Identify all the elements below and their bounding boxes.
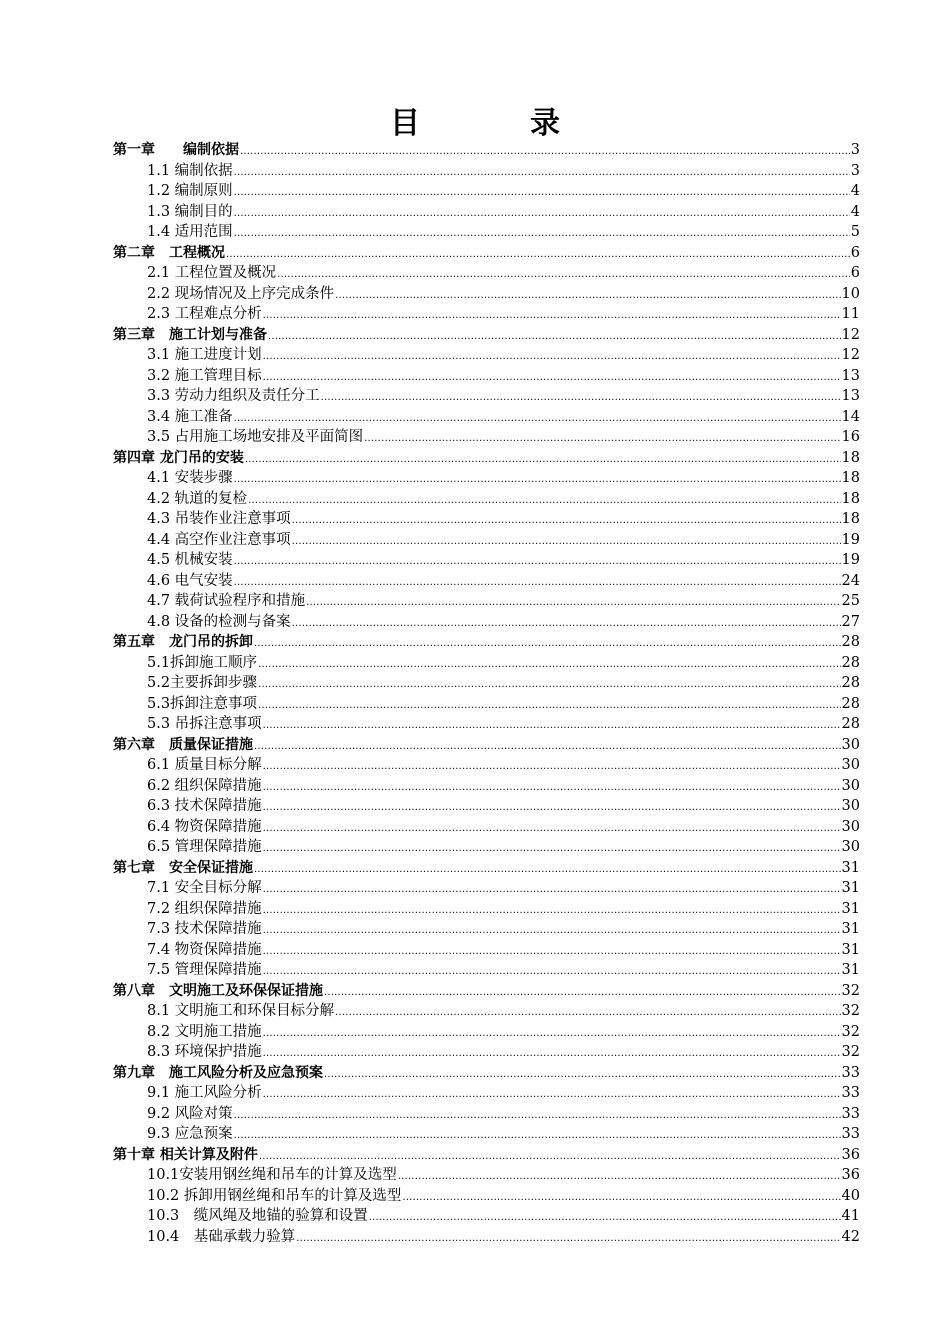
toc-dot-leader xyxy=(248,489,840,512)
toc-page-number: 28 xyxy=(841,634,860,650)
toc-page-number: 4 xyxy=(850,203,860,220)
toc-dot-leader xyxy=(296,1227,840,1250)
toc-page-number: 24 xyxy=(841,572,860,589)
toc-dot-leader xyxy=(234,468,841,491)
toc-entry-label: 10.1安装用钢丝绳和吊车的计算及选型 xyxy=(147,1167,397,1183)
toc-entry-label: 3.4 施工准备 xyxy=(147,408,233,425)
toc-chapter-entry[interactable] xyxy=(113,735,860,756)
toc-page-number: 13 xyxy=(841,388,860,404)
toc-section-entry[interactable] xyxy=(113,591,860,612)
toc-entry-label: 2.2 现场情况及上序完成条件 xyxy=(147,285,335,302)
toc-dot-leader xyxy=(254,735,841,758)
toc-section-entry[interactable] xyxy=(113,940,860,961)
toc-section-entry[interactable] xyxy=(113,1042,860,1063)
toc-entry-label: 第四章 龙门吊的安装 xyxy=(113,449,244,466)
toc-dot-leader xyxy=(258,653,840,676)
toc-section-entry[interactable] xyxy=(113,837,860,858)
toc-entry-label: 1.3 编制目的 xyxy=(147,203,233,220)
toc-section-entry[interactable] xyxy=(113,366,860,387)
toc-entry-label: 6.3 技术保障措施 xyxy=(147,798,262,814)
toc-dot-leader xyxy=(321,386,841,409)
toc-entry-label: 6.2 组织保障措施 xyxy=(147,777,262,794)
toc-section-entry[interactable] xyxy=(113,796,860,817)
toc-page-number: 12 xyxy=(841,347,860,363)
toc-chapter-entry[interactable] xyxy=(113,632,860,653)
toc-section-entry[interactable] xyxy=(113,263,860,284)
page-title: 目 录 xyxy=(390,106,600,141)
toc-section-entry[interactable] xyxy=(113,530,860,551)
toc-entry-label: 4.7 载荷试验程序和措施 xyxy=(147,593,306,609)
toc-entry-label: 4.3 吊装作业注意事项 xyxy=(147,511,291,527)
toc-section-entry[interactable] xyxy=(113,694,860,715)
toc-page-number: 33 xyxy=(841,1064,860,1081)
toc-dot-leader xyxy=(263,366,841,389)
toc-page-number: 32 xyxy=(841,982,860,999)
toc-dot-leader xyxy=(369,1206,841,1229)
toc-page-number: 10 xyxy=(841,285,860,302)
toc-section-entry[interactable] xyxy=(113,899,860,920)
toc-dot-leader xyxy=(234,1104,841,1127)
toc-page-number: 3 xyxy=(850,142,860,158)
toc-section-entry[interactable] xyxy=(113,1227,860,1248)
toc-chapter-entry[interactable] xyxy=(113,981,860,1002)
toc-section-entry[interactable] xyxy=(113,1001,860,1022)
toc-dot-leader xyxy=(364,427,840,450)
toc-page-number: 28 xyxy=(841,695,860,712)
toc-dot-leader xyxy=(306,591,840,614)
toc-dot-leader xyxy=(263,796,841,819)
toc-entry-label: 9.3 应急预案 xyxy=(147,1126,233,1142)
toc-entry-label: 10.4 基础承载力验算 xyxy=(147,1228,296,1245)
toc-entry-label: 第六章 质量保证措施 xyxy=(113,736,253,753)
toc-entry-label: 3.5 占用施工场地安排及平面简图 xyxy=(147,429,364,445)
toc-dot-leader xyxy=(234,550,841,573)
toc-entry-label: 3.1 施工进度计划 xyxy=(147,347,262,363)
toc-section-entry[interactable] xyxy=(113,202,860,223)
toc-page-number: 36 xyxy=(841,1167,860,1183)
toc-section-entry[interactable] xyxy=(113,407,860,428)
toc-entry-label: 3.3 劳动力组织及责任分工 xyxy=(147,388,320,404)
toc-page-number: 42 xyxy=(841,1228,860,1245)
toc-section-entry[interactable] xyxy=(113,653,860,674)
toc-dot-leader xyxy=(263,345,841,368)
toc-section-entry[interactable] xyxy=(113,571,860,592)
toc-chapter-entry[interactable] xyxy=(113,1145,860,1166)
toc-page-number: 31 xyxy=(841,880,860,896)
toc-chapter-entry[interactable] xyxy=(113,448,860,469)
toc-entry-label: 第二章 工程概况 xyxy=(113,244,225,261)
toc-dot-leader xyxy=(263,304,841,327)
toc-page-number: 30 xyxy=(841,818,860,835)
toc-page-number: 6 xyxy=(850,244,860,261)
toc-page-number: 25 xyxy=(841,593,860,609)
toc-page-number: 30 xyxy=(841,839,860,855)
toc-dot-leader xyxy=(263,837,841,860)
toc-entry-label: 7.1 安全目标分解 xyxy=(147,880,262,896)
toc-dot-leader xyxy=(277,263,850,286)
toc-entry-label: 5.2主要拆卸步骤 xyxy=(147,675,258,691)
toc-dot-leader xyxy=(335,1001,840,1024)
toc-entry-label: 7.5 管理保障措施 xyxy=(147,962,262,978)
toc-page-number: 33 xyxy=(841,1126,860,1142)
toc-page-number: 31 xyxy=(841,921,860,937)
toc-section-entry[interactable] xyxy=(113,181,860,202)
toc-page-number: 13 xyxy=(841,367,860,384)
toc-dot-leader xyxy=(263,1022,841,1045)
toc-page-number: 19 xyxy=(841,531,860,548)
toc-page-number: 5 xyxy=(850,224,860,240)
toc-section-entry[interactable] xyxy=(113,222,860,243)
toc-section-entry[interactable] xyxy=(113,1124,860,1145)
toc-entry-label: 10.3 缆风绳及地锚的验算和设置 xyxy=(147,1208,368,1224)
toc-section-entry[interactable] xyxy=(113,714,860,735)
toc-dot-leader xyxy=(263,755,841,778)
toc-page-number: 18 xyxy=(841,449,860,466)
toc-dot-leader xyxy=(263,960,841,983)
toc-entry-label: 5.1拆卸施工顺序 xyxy=(147,654,258,671)
toc-dot-leader xyxy=(263,899,841,922)
toc-dot-leader xyxy=(324,1063,841,1086)
toc-section-entry[interactable] xyxy=(113,755,860,776)
toc-page-number: 40 xyxy=(841,1187,860,1204)
toc-section-entry[interactable] xyxy=(113,960,860,981)
toc-dot-leader xyxy=(398,1165,841,1188)
toc-section-entry[interactable] xyxy=(113,817,860,838)
toc-dot-leader xyxy=(234,202,850,225)
toc-entry-label: 4.6 电气安装 xyxy=(147,572,233,589)
toc-section-entry[interactable] xyxy=(113,1165,860,1186)
toc-section-entry[interactable] xyxy=(113,468,860,489)
toc-dot-leader xyxy=(234,1124,841,1147)
toc-dot-leader xyxy=(254,632,841,655)
toc-section-entry[interactable] xyxy=(113,1083,860,1104)
toc-dot-leader xyxy=(263,1083,841,1106)
toc-entry-label: 8.1 文明施工和环保目标分解 xyxy=(147,1003,335,1019)
toc-entry-label: 9.1 施工风险分析 xyxy=(147,1085,262,1101)
toc-dot-leader xyxy=(292,612,841,635)
toc-page-number: 30 xyxy=(841,777,860,794)
toc-dot-leader xyxy=(254,858,841,881)
toc-chapter-entry[interactable] xyxy=(113,1063,860,1084)
toc-dot-leader xyxy=(259,1145,841,1168)
toc-entry-label: 9.2 风险对策 xyxy=(147,1105,233,1122)
toc-dot-leader xyxy=(263,878,841,901)
toc-entry-label: 4.8 设备的检测与备案 xyxy=(147,613,291,630)
toc-dot-leader xyxy=(258,694,840,717)
toc-page-number: 16 xyxy=(841,429,860,445)
toc-dot-leader xyxy=(263,817,841,840)
toc-entry-label: 7.4 物资保障措施 xyxy=(147,941,262,958)
toc-entry-label: 第八章 文明施工及环保保证措施 xyxy=(113,982,323,999)
toc-entry-label: 7.3 技术保障措施 xyxy=(147,921,262,937)
toc-entry-label: 1.4 适用范围 xyxy=(147,224,233,240)
toc-page-number: 30 xyxy=(841,736,860,753)
toc-section-entry[interactable] xyxy=(113,161,860,182)
toc-entry-label: 4.5 机械安装 xyxy=(147,552,233,568)
toc-section-entry[interactable] xyxy=(113,612,860,633)
toc-entry-label: 2.3 工程难点分析 xyxy=(147,306,262,322)
toc-dot-leader xyxy=(263,919,841,942)
toc-chapter-entry[interactable] xyxy=(113,325,860,346)
toc-dot-leader xyxy=(402,1186,840,1209)
toc-entry-label: 10.2 拆卸用钢丝绳和吊车的计算及选型 xyxy=(147,1187,402,1204)
toc-dot-leader xyxy=(240,140,850,163)
toc-section-entry[interactable] xyxy=(113,509,860,530)
toc-dot-leader xyxy=(263,776,841,799)
toc-page-number: 18 xyxy=(841,490,860,507)
toc-dot-leader xyxy=(324,981,841,1004)
toc-page-number: 32 xyxy=(841,1003,860,1019)
toc-section-entry[interactable] xyxy=(113,345,860,366)
toc-section-entry[interactable] xyxy=(113,776,860,797)
toc-dot-leader xyxy=(234,181,850,204)
toc-section-entry[interactable] xyxy=(113,919,860,940)
toc-entry-label: 第七章 安全保证措施 xyxy=(113,859,253,876)
toc-entry-label: 5.3 吊拆注意事项 xyxy=(147,716,262,732)
toc-dot-leader xyxy=(258,673,840,696)
toc-section-entry[interactable] xyxy=(113,550,860,571)
toc-entry-label: 第十章 相关计算及附件 xyxy=(113,1146,258,1163)
toc-section-entry[interactable] xyxy=(113,489,860,510)
toc-dot-leader xyxy=(234,161,850,184)
toc-entry-label: 1.1 编制依据 xyxy=(147,162,233,179)
toc-dot-leader xyxy=(234,407,841,430)
toc-entry-label: 8.3 环境保护措施 xyxy=(147,1044,262,1060)
toc-entry-label: 4.1 安装步骤 xyxy=(147,470,233,486)
toc-section-entry[interactable] xyxy=(113,1206,860,1227)
toc-chapter-entry[interactable] xyxy=(113,243,860,264)
toc-page-number: 27 xyxy=(841,613,860,630)
toc-dot-leader xyxy=(234,222,850,245)
toc-dot-leader xyxy=(292,530,841,553)
toc-entry-label: 7.2 组织保障措施 xyxy=(147,900,262,917)
toc-dot-leader xyxy=(263,714,841,737)
toc-section-entry[interactable] xyxy=(113,1022,860,1043)
toc-page-number: 6 xyxy=(850,265,860,281)
toc-dot-leader xyxy=(292,509,841,532)
toc-section-entry[interactable] xyxy=(113,673,860,694)
toc-page-number: 31 xyxy=(841,941,860,958)
toc-dot-leader xyxy=(335,284,840,307)
toc-page-number: 31 xyxy=(841,962,860,978)
toc-entry-label: 第九章 施工风险分析及应急预案 xyxy=(113,1064,323,1081)
toc-entry-label: 1.2 编制原则 xyxy=(147,183,233,199)
toc-entry-label: 第五章 龙门吊的拆卸 xyxy=(113,634,253,650)
toc-page-number: 18 xyxy=(841,470,860,486)
toc-dot-leader xyxy=(268,325,841,348)
toc-page-number: 3 xyxy=(850,162,860,179)
toc-entry-label: 2.1 工程位置及概况 xyxy=(147,265,277,281)
toc-page-number: 31 xyxy=(841,859,860,876)
toc-dot-leader xyxy=(263,940,841,963)
toc-entry-label: 6.4 物资保障措施 xyxy=(147,818,262,835)
toc-page-number: 28 xyxy=(841,716,860,732)
toc-section-entry[interactable] xyxy=(113,1186,860,1207)
toc-page-number: 32 xyxy=(841,1023,860,1040)
toc-page-number: 4 xyxy=(850,183,860,199)
toc-entry-label: 5.3拆卸注意事项 xyxy=(147,695,258,712)
toc-page-number: 11 xyxy=(841,306,860,322)
toc-entry-label: 4.4 高空作业注意事项 xyxy=(147,531,291,548)
table-of-contents xyxy=(113,140,860,1247)
toc-page-number: 19 xyxy=(841,552,860,568)
toc-section-entry[interactable] xyxy=(113,878,860,899)
toc-page-number: 36 xyxy=(841,1146,860,1163)
toc-page-number: 30 xyxy=(841,798,860,814)
toc-section-entry[interactable] xyxy=(113,304,860,325)
toc-entry-label: 8.2 文明施工措施 xyxy=(147,1023,262,1040)
toc-entry-label: 4.2 轨道的复检 xyxy=(147,490,248,507)
toc-entry-label: 6.5 管理保障措施 xyxy=(147,839,262,855)
toc-section-entry[interactable] xyxy=(113,1104,860,1125)
toc-chapter-entry[interactable] xyxy=(113,140,860,161)
toc-entry-label: 第一章 编制依据 xyxy=(113,142,239,158)
toc-page-number: 32 xyxy=(841,1044,860,1060)
toc-dot-leader xyxy=(226,243,850,266)
toc-section-entry[interactable] xyxy=(113,386,860,407)
toc-section-entry[interactable] xyxy=(113,284,860,305)
toc-page-number: 12 xyxy=(841,326,860,343)
toc-page-number: 28 xyxy=(841,654,860,671)
toc-page-number: 28 xyxy=(841,675,860,691)
toc-chapter-entry[interactable] xyxy=(113,858,860,879)
toc-entry-label: 3.2 施工管理目标 xyxy=(147,367,262,384)
toc-entry-label: 6.1 质量目标分解 xyxy=(147,757,262,773)
toc-page-number: 18 xyxy=(841,511,860,527)
toc-page-number: 33 xyxy=(841,1105,860,1122)
toc-dot-leader xyxy=(245,448,841,471)
toc-section-entry[interactable] xyxy=(113,427,860,448)
toc-page-number: 33 xyxy=(841,1085,860,1101)
toc-page-number: 41 xyxy=(841,1208,860,1224)
toc-dot-leader xyxy=(234,571,841,594)
toc-page-number: 30 xyxy=(841,757,860,773)
toc-page-number: 14 xyxy=(841,408,860,425)
toc-entry-label: 第三章 施工计划与准备 xyxy=(113,326,267,343)
toc-dot-leader xyxy=(263,1042,841,1065)
toc-page-number: 31 xyxy=(841,900,860,917)
